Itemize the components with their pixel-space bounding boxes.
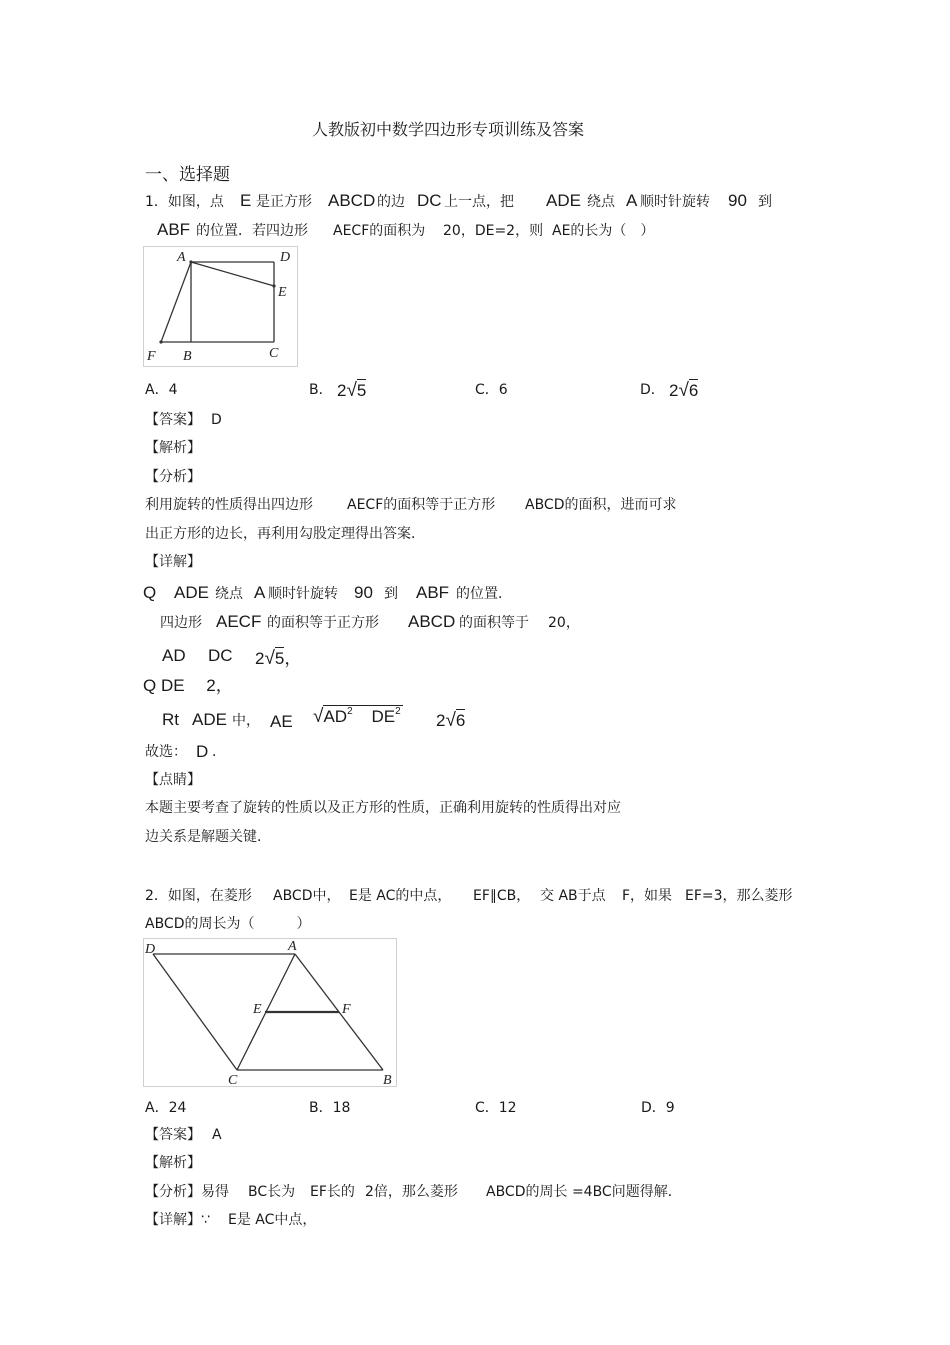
option-d: D． xyxy=(640,382,665,398)
q2-text: F，如果 xyxy=(622,888,673,904)
q1-text: 上一点，把 xyxy=(444,194,514,210)
fenxi-text: 出正方形的边长，再利用勾股定理得出答案． xyxy=(145,526,425,542)
label-A: A xyxy=(288,939,297,954)
q2-text: 交 AB于点 xyxy=(540,888,606,904)
label-D: D xyxy=(145,942,156,957)
dianjing-text: 边关系是解题关键． xyxy=(145,829,271,845)
xiangjie-label: 【详解】 xyxy=(145,554,201,570)
step-text: 绕点 xyxy=(215,586,243,602)
q1-text: 1．如图，点 xyxy=(145,194,224,210)
option-c: C．12 xyxy=(475,1100,517,1116)
q2-figure xyxy=(143,938,398,1088)
step-text: 中， xyxy=(232,713,260,729)
q1-text: 绕点 xyxy=(587,194,615,210)
step-text: DC xyxy=(208,646,233,665)
fenxi-text: BC长为 xyxy=(248,1184,296,1200)
q1-var: ABF xyxy=(157,220,191,239)
step-text: 的面积等于正方形 xyxy=(267,615,379,631)
fenxi-text: 2倍，那么菱形 xyxy=(365,1184,458,1200)
dianjing-text: 本题主要考查了旋转的性质以及正方形的性质，正确利用旋转的性质得出对应 xyxy=(145,800,621,816)
step-text: AD xyxy=(162,646,186,665)
fenxi-text: ABCD的面积，进而可求 xyxy=(525,497,677,513)
q2-text: 2．如图，在菱形 xyxy=(145,888,252,904)
step-text: 到 xyxy=(384,586,398,602)
q2-text: ABCD的周长为（ ） xyxy=(145,916,311,932)
step-text: ABF xyxy=(416,583,450,602)
fenxi-text: AECF的面积等于正方形 xyxy=(347,497,496,513)
step-text: 90 xyxy=(354,583,373,602)
step-radical: 2√6 xyxy=(436,710,466,731)
q1-text: 是正方形 xyxy=(256,194,312,210)
q2-text: E是 AC的中点， xyxy=(349,888,452,904)
q1-var: DC xyxy=(417,191,442,210)
q1-text: 到 xyxy=(758,194,772,210)
label-E: E xyxy=(278,285,287,300)
step-radical: $√AD^2$ $DE^2$ xyxy=(313,706,401,727)
step-text: Q xyxy=(143,583,157,602)
step-text: 20， xyxy=(548,615,580,631)
q2-text: ABCD中， xyxy=(273,888,341,904)
q1-var: ABCD xyxy=(328,191,376,210)
label-C: C xyxy=(228,1073,238,1088)
q1-var: 90 xyxy=(728,191,747,210)
label-D: D xyxy=(280,250,291,265)
option-a: A．4 xyxy=(145,382,178,398)
option-a: A．24 xyxy=(145,1100,187,1116)
page-title: 人教版初中数学四边形专项训练及答案 xyxy=(312,120,585,139)
q1-var: A xyxy=(626,191,638,210)
option-b-value: 2√5 xyxy=(337,380,367,401)
q2-text: EF=3，那么菱形 xyxy=(685,888,793,904)
label-F: F xyxy=(342,1002,351,1017)
step-text: ． xyxy=(212,744,226,760)
q1-text: 的位置．若四边形 xyxy=(196,223,308,239)
step-text: 四边形 xyxy=(160,615,202,631)
answer-label: 【答案】 xyxy=(145,1127,201,1143)
q1-text: 顺时针旋转 xyxy=(640,194,710,210)
option-c: C．6 xyxy=(475,382,508,398)
step-text: AECF xyxy=(216,612,262,631)
fenxi-text: EF长的 xyxy=(310,1184,355,1200)
xiangjie-text: E是 AC中点， xyxy=(228,1212,317,1228)
option-d: D．9 xyxy=(641,1100,675,1116)
q1-var: ADE xyxy=(546,191,581,210)
jiexi-label: 【解析】 xyxy=(145,440,201,456)
section-heading: 一、选择题 xyxy=(145,165,230,185)
fenxi-label: 【分析】 xyxy=(145,469,201,485)
answer-label: 【答案】 xyxy=(145,412,201,428)
step-text: Q DE 2， xyxy=(143,676,233,695)
jiexi-label: 【解析】 xyxy=(145,1155,201,1171)
step-text: 的位置． xyxy=(456,586,512,602)
answer-value: A xyxy=(212,1127,222,1143)
step-text: ADE xyxy=(174,583,209,602)
label-E: E xyxy=(253,1002,262,1017)
label-F: F xyxy=(147,349,156,364)
q1-text: AE的长为（ ） xyxy=(552,223,655,239)
q1-var: E xyxy=(240,191,252,210)
step-text: ABCD xyxy=(408,612,456,631)
q1-text: 的边 xyxy=(377,194,405,210)
step-text: Rt xyxy=(162,710,179,729)
q2-text: EF∥CB， xyxy=(473,888,531,904)
option-b: B．18 xyxy=(309,1100,351,1116)
q1-figure xyxy=(143,246,299,368)
step-text: A xyxy=(254,583,266,602)
q1-text: 20，DE=2，则 xyxy=(443,223,544,239)
step-text: 故选： xyxy=(145,744,187,760)
step-text: D xyxy=(196,742,209,761)
answer-value: D xyxy=(211,412,222,428)
xiangjie-label: 【详解】∵ xyxy=(145,1212,210,1228)
label-B: B xyxy=(383,1073,392,1088)
step-text: 顺时针旋转 xyxy=(268,586,338,602)
step-radical: 2√5， xyxy=(255,648,302,669)
option-b: B． xyxy=(309,382,333,398)
label-C: C xyxy=(269,346,279,361)
q1-text: AECF的面积为 xyxy=(333,223,426,239)
dianjing-label: 【点睛】 xyxy=(145,772,201,788)
option-d-value: 2√6 xyxy=(669,380,699,401)
fenxi-text: 利用旋转的性质得出四边形 xyxy=(145,497,313,513)
step-text: AE xyxy=(270,712,293,731)
step-text: 的面积等于 xyxy=(459,615,529,631)
step-text: ADE xyxy=(192,710,227,729)
fenxi-text: 【分析】易得 xyxy=(145,1184,229,1200)
label-B: B xyxy=(183,349,192,364)
label-A: A xyxy=(177,250,186,265)
fenxi-text: ABCD的周长 =4BC问题得解． xyxy=(486,1184,682,1200)
